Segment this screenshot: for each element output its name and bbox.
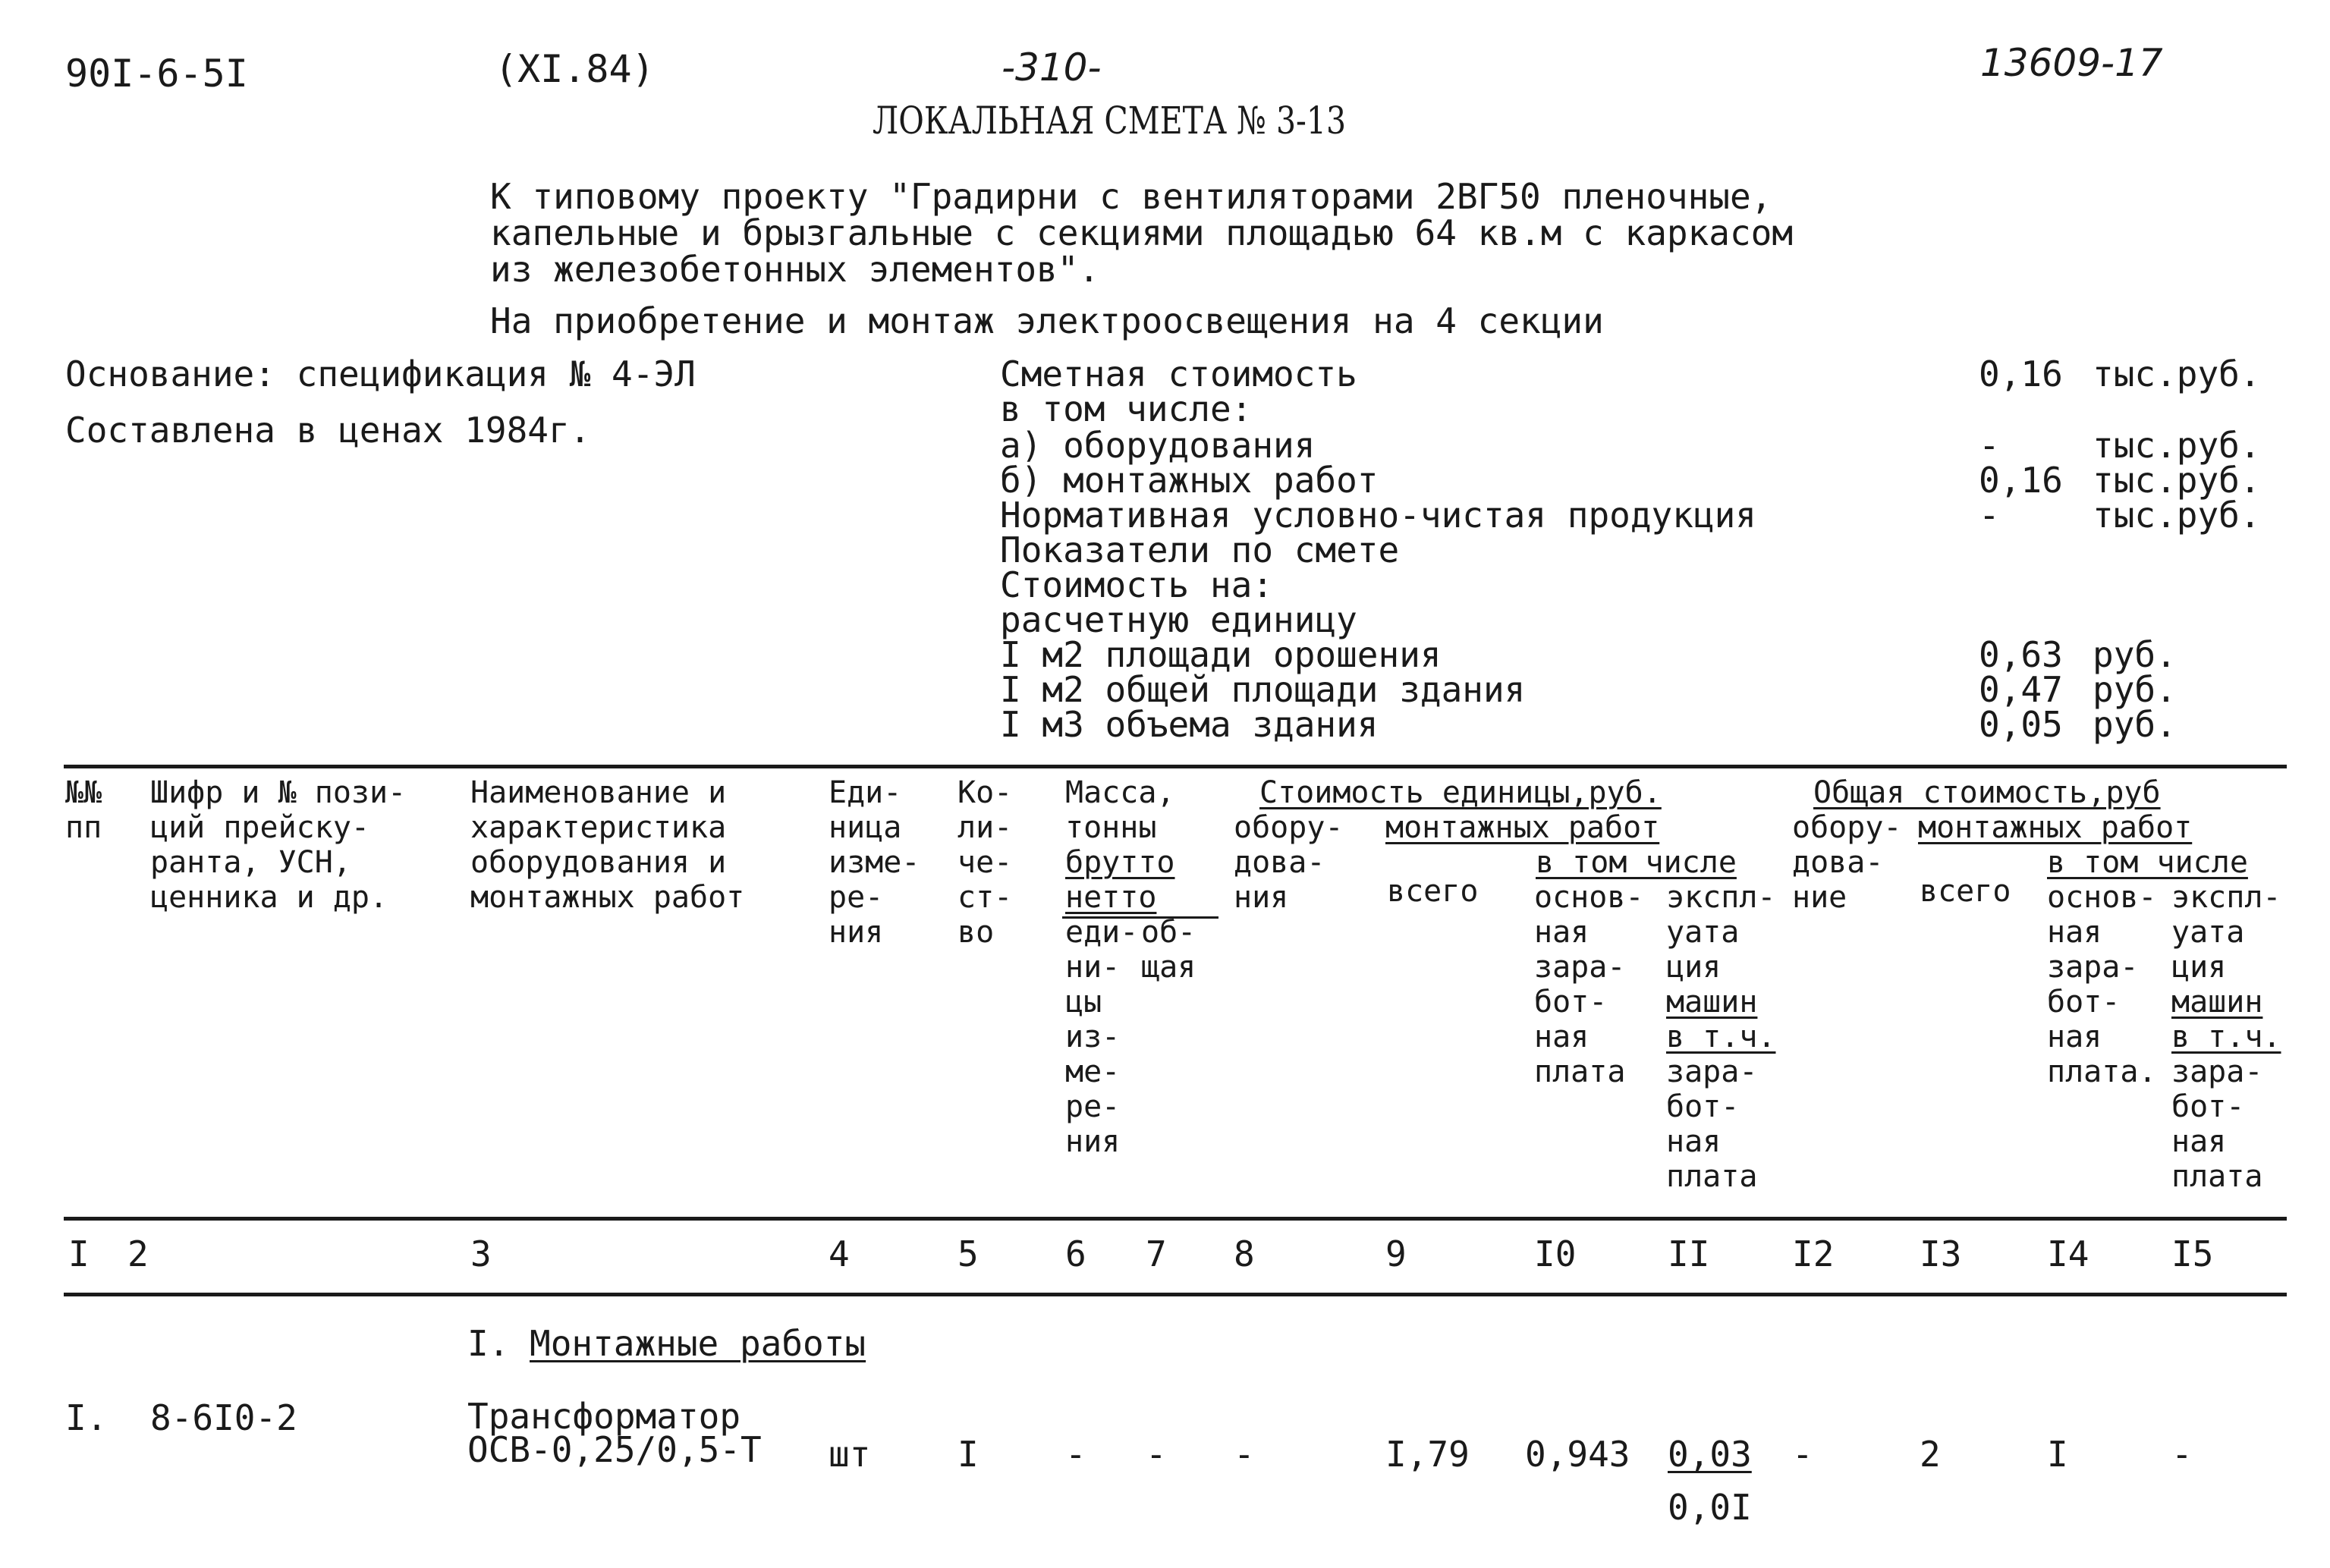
row-basic-wage: 0,943: [1525, 1434, 1630, 1475]
row-number: I.: [65, 1397, 108, 1438]
header-machines-total-incl: в т.ч.: [2171, 1020, 2281, 1054]
header-col-4: Еди- ница изме- ре- ния: [829, 775, 920, 950]
document-title: ЛОКАЛЬНАЯ СМЕТА № 3-13: [873, 99, 1347, 143]
summary-label: расчетную единицу: [1000, 599, 1357, 640]
row-basic-wage-total: I: [2047, 1434, 2068, 1475]
column-number: I0: [1534, 1233, 1577, 1274]
summary-label: а) оборудования: [1000, 425, 1316, 466]
header-machines-total-wage: зара- бот- ная плата: [2171, 1054, 2263, 1194]
header-col-1: №№ пп: [65, 775, 102, 845]
basis-spec: Основание: спецификация № 4-ЭЛ: [65, 354, 696, 394]
row-name-line-2: ОСВ-0,25/0,5-Т: [467, 1429, 762, 1470]
summary-value: 0,63: [1979, 634, 2063, 675]
header-machines-unit-wage: зара- бот- ная плата: [1666, 1054, 1758, 1194]
header-equip-total: обору- дова- ние: [1792, 810, 1902, 915]
row-install-total-all: 2: [1920, 1434, 1941, 1475]
summary-label: б) монтажных работ: [1000, 460, 1379, 501]
summary-label: Нормативная условно-чистая продукция: [1000, 495, 1756, 536]
header-incl-total: в том числе: [2047, 845, 2248, 880]
row-machines: 0,03: [1668, 1434, 1752, 1475]
summary-unit: руб.: [2093, 634, 2177, 675]
column-number: I3: [1920, 1233, 1962, 1274]
column-number: 9: [1385, 1233, 1407, 1274]
summary-value: 0,16: [1979, 460, 2063, 501]
header-machines-total: экспл- уата ция: [2171, 880, 2281, 985]
row-machines-total: -: [2171, 1434, 2193, 1475]
column-number: II: [1668, 1233, 1710, 1274]
summary-unit: руб.: [2093, 669, 2177, 710]
header-basic-wage-unit: основ- ная зара- бот- ная плата: [1534, 880, 1644, 1089]
header-mass-total: об- щая: [1141, 915, 1196, 985]
row-qty: I: [957, 1434, 979, 1475]
section-number: I.: [467, 1323, 510, 1364]
summary-value: -: [1979, 425, 2000, 466]
purpose-line: На приобретение и монтаж электроосвещения на 4 секции: [490, 300, 1604, 341]
summary-unit: тыс.руб.: [2093, 460, 2261, 501]
header-incl-unit: в том числе: [1536, 845, 1737, 880]
row-code: 8-6I0-2: [150, 1397, 297, 1438]
row-mass-total: -: [1146, 1434, 1167, 1475]
row-machines-wage: 0,0I: [1668, 1487, 1752, 1528]
summary-value: 0,05: [1979, 704, 2063, 745]
row-install-total: I,79: [1385, 1434, 1470, 1475]
header-col-2: Шифр и № пози- ций прейску- ранта, УСН, ценника и др.: [150, 775, 407, 915]
header-install-total-all: всего: [1920, 874, 2011, 909]
summary-unit: руб.: [2093, 704, 2177, 745]
header-machines-total-u: машин: [2171, 985, 2263, 1020]
summary-label: I м2 площади орошения: [1000, 634, 1442, 675]
page-number: -310-: [1001, 46, 1102, 90]
header-machines-unit: экспл- уата ция: [1666, 880, 1776, 985]
header-mass-netto: нетто: [1065, 880, 1157, 915]
summary-value: 0,47: [1979, 669, 2063, 710]
table-top-rule: [64, 765, 2287, 768]
header-install-total: монтажных работ: [1918, 810, 2193, 845]
header-mass-brutto: брутто: [1065, 845, 1175, 880]
summary-unit: тыс.руб.: [2093, 354, 2261, 394]
column-number: 5: [957, 1233, 979, 1274]
date-code: (XI.84): [495, 47, 655, 91]
intro-line-3: из железобетонных элементов".: [490, 249, 1100, 290]
header-mass-unit: еди- ни- цы из- ме- ре- ния: [1065, 915, 1139, 1159]
column-number: 2: [127, 1233, 149, 1274]
basis-prices: Составлена в ценах 1984г.: [65, 410, 591, 451]
row-equip-total: -: [1792, 1434, 1813, 1475]
column-number: 6: [1065, 1233, 1086, 1274]
header-mass-title: Масса, тонны: [1065, 775, 1175, 845]
summary-label: Сметная стоимость: [1000, 354, 1357, 394]
row-name-line-1: Трансформатор: [467, 1396, 741, 1437]
header-bottom-rule: [64, 1217, 2287, 1221]
summary-label: в том числе:: [1000, 388, 1253, 429]
column-number: I2: [1792, 1233, 1835, 1274]
column-number: I5: [2171, 1233, 2214, 1274]
section-title: Монтажные работы: [530, 1323, 866, 1364]
column-number: 4: [829, 1233, 850, 1274]
column-number: I: [68, 1233, 90, 1274]
header-unit-cost: Стоимость единицы,руб.: [1259, 775, 1662, 810]
intro-line-1: К типовому проекту "Градирни с вентиляторами 2ВГ50 пленочные,: [490, 176, 1772, 217]
column-number: 8: [1234, 1233, 1255, 1274]
summary-label: I м2 общей площади здания: [1000, 669, 1526, 710]
header-basic-wage-total: основ- ная зара- бот- ная плата.: [2047, 880, 2157, 1089]
row-equip-unit: -: [1234, 1434, 1255, 1475]
summary-value: -: [1979, 495, 2000, 536]
summary-unit: тыс.руб.: [2093, 425, 2261, 466]
row-mass-unit: -: [1065, 1434, 1086, 1475]
header-total-cost: Общая стоимость,руб: [1813, 775, 2161, 810]
summary-label: I м3 объема здания: [1000, 704, 1379, 745]
header-col-5: Ко- ли- че- ст- во: [957, 775, 1013, 950]
header-machines-unit-u: машин: [1666, 985, 1758, 1020]
header-machines-unit-incl: в т.ч.: [1666, 1020, 1776, 1054]
column-number: 3: [470, 1233, 492, 1274]
intro-line-2: капельные и брызгальные с секциями площадью 64 кв.м с каркасом: [490, 212, 1794, 253]
document-code: 90I-6-5I: [65, 52, 248, 96]
summary-label: Стоимость на:: [1000, 564, 1274, 605]
column-numbers-rule: [64, 1293, 2287, 1296]
summary-unit: тыс.руб.: [2093, 495, 2261, 536]
row-unit: шт: [829, 1434, 871, 1475]
summary-value: 0,16: [1979, 354, 2063, 394]
column-number: I4: [2047, 1233, 2089, 1274]
column-number: 7: [1146, 1233, 1167, 1274]
summary-label: Показатели по смете: [1000, 529, 1400, 570]
archive-number: 13609-17: [1980, 41, 2163, 85]
header-col-3: Наименование и характеристика оборудования и монтажных работ: [470, 775, 745, 915]
header-equip-unit: обору- дова- ния: [1234, 810, 1344, 915]
header-install-unit: монтажных работ: [1385, 810, 1660, 845]
header-install-unit-total: всего: [1387, 874, 1479, 909]
